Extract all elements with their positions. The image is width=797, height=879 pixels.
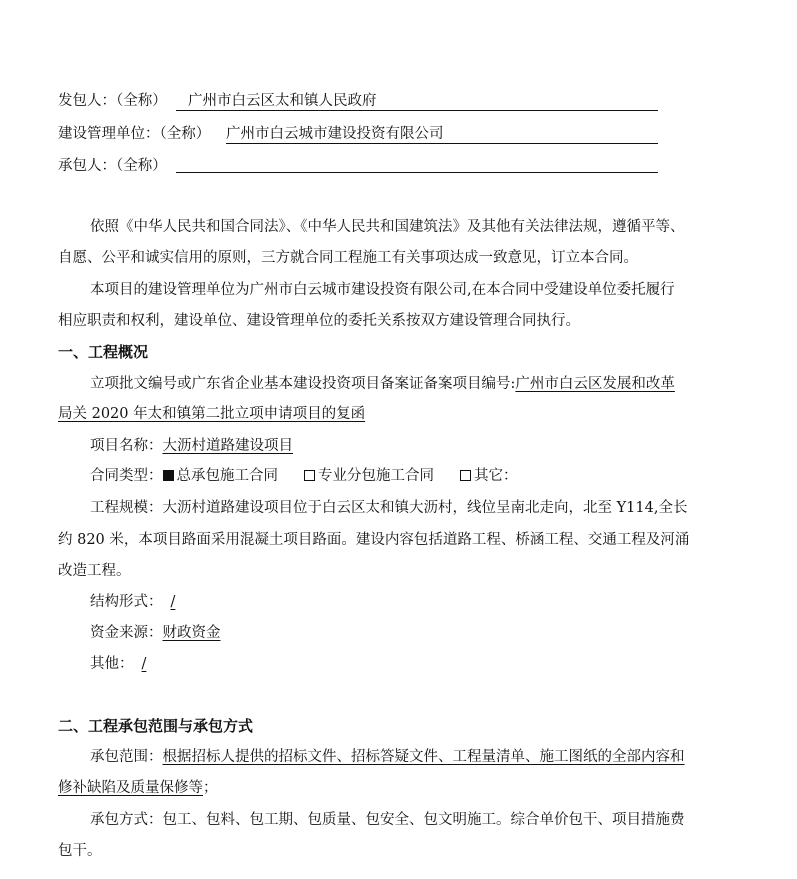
manager-underline: [226, 143, 658, 144]
approval-value-line2: 局关 2020 年太和镇第二批立项申请项目的复函: [58, 406, 366, 422]
contract-type-label: 合同类型：: [90, 468, 163, 484]
intro-p2-line1: 本项目的建设管理单位为广州市白云城市建设投资有限公司,在本合同中受建设单位委托履行: [90, 282, 675, 298]
scale-line3: 改造工程。: [58, 563, 131, 579]
scope-row: [90, 747, 685, 767]
intro-p1-line2: 自愿、公平和诚实信用的原则，三方就合同工程施工有关事项达成一致意见，订立本合同。: [58, 250, 638, 266]
scope-tail: ；: [203, 780, 218, 796]
structure-row: [90, 592, 183, 612]
scope-value-line2: 修补缺陷及质量保修等: [58, 780, 203, 796]
approval-label: 立项批文编号或广东省企业基本建设投资项目备案证备案项目编号:: [90, 376, 516, 392]
intro-p2-line2: 相应职责和权利，建设单位、建设管理单位的委托关系按双方建设管理合同执行。: [58, 313, 580, 329]
checkbox-unchecked-icon: [460, 470, 471, 481]
manager-value: 广州市白云城市建设投资有限公司: [226, 126, 444, 142]
contract-type-option-other: [460, 468, 518, 484]
contract-type-row: [90, 466, 518, 486]
contract-type-option-specialty: [304, 468, 434, 484]
employer-underline: [176, 110, 658, 111]
structure-label: 结构形式：: [90, 594, 163, 610]
other-value: /: [141, 656, 147, 672]
funding-value: 财政资金: [162, 625, 221, 641]
method-line1: 承包方式：包工、包料、包工期、包质量、包安全、包文明施工。综合单价包干、项目措施费: [90, 812, 685, 828]
other-row: [90, 654, 154, 674]
contractor-label: 承包人：（全称）: [58, 158, 167, 174]
section1-heading: 一、工程概况: [58, 343, 149, 361]
contract-type-option-label: 其它：: [474, 468, 518, 484]
checkbox-checked-icon: [163, 470, 174, 481]
contract-type-option-label: 总承包施工合同: [176, 468, 278, 484]
contract-type-option-general: [163, 468, 279, 484]
structure-value: /: [170, 594, 176, 610]
other-label: 其他：: [90, 656, 134, 672]
intro-p1-line1: 依照《中华人民共和国合同法》、《中华人民共和国建筑法》及其他有关法律法规，遵循平等、: [90, 219, 685, 235]
scope-value-line1: 根据招标人提供的招标文件、招标答疑文件、工程量清单、施工图纸的全部内容和: [162, 749, 685, 765]
manager-label: 建设管理单位：（全称）: [58, 126, 211, 142]
section2-heading: 二、工程承包范围与承包方式: [58, 717, 254, 735]
project-name-value: 大沥村道路建设项目: [162, 438, 293, 454]
method-line2: 包干。: [58, 843, 102, 859]
contractor-underline: [176, 172, 658, 173]
approval-row: [90, 374, 675, 394]
scale-line2: 约 820 米，本项目路面采用混凝土项目路面。建设内容包括道路工程、桥涵工程、交通工程及河涌: [58, 532, 690, 548]
checkbox-unchecked-icon: [304, 470, 315, 481]
project-name-row: [90, 436, 293, 456]
approval-value-line1: 广州市白云区发展和改革: [515, 376, 675, 392]
scope-label: 承包范围：: [90, 749, 163, 765]
employer-label: 发包人：（全称）: [58, 93, 167, 109]
contract-type-option-label: 专业分包施工合同: [318, 468, 434, 484]
funding-row: [90, 623, 221, 643]
scope-row-2: [58, 778, 218, 798]
scale-line1: 工程规模：大沥村道路建设项目位于白云区太和镇大沥村，线位呈南北走向，北至 Y114,全长: [90, 500, 688, 516]
project-name-label: 项目名称：: [90, 438, 163, 454]
funding-label: 资金来源：: [90, 625, 163, 641]
employer-value: 广州市白云区太和镇人民政府: [188, 93, 377, 109]
